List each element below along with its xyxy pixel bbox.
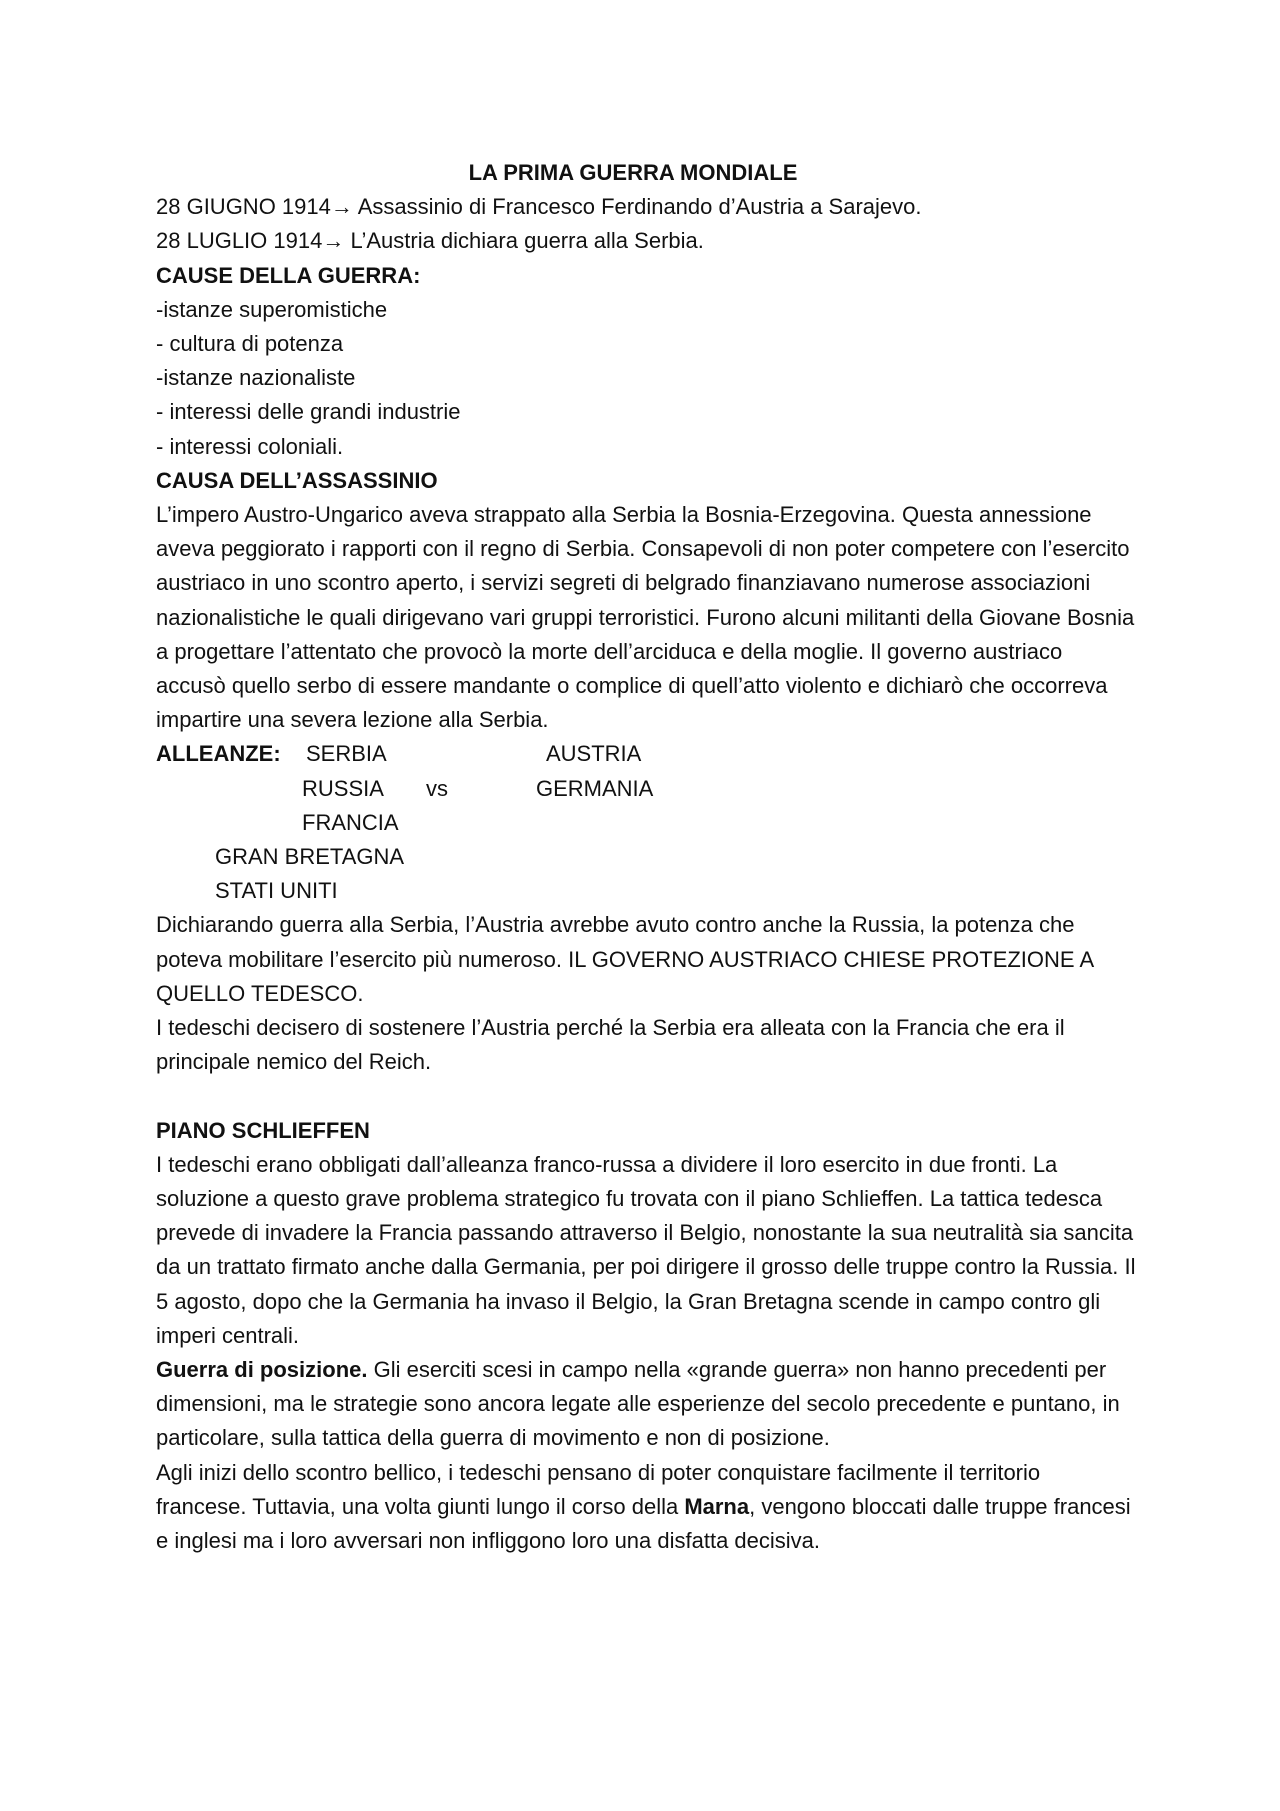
alliances-row-4	[156, 840, 1136, 874]
ally-serbia: SERBIA	[306, 741, 387, 767]
position-war-text: Gli eserciti scesi in campo nella «grande guerra» non hanno precedenti per dimensioni, ma le strategie sono ancora legate alle esperienze del secolo precedente e puntano, in particolare, sulla tattica della guerra di movimento e non di posizione.	[156, 1357, 1120, 1451]
assassination-heading: CAUSA DELL’ASSASSINIO	[156, 467, 438, 493]
consequences-paragraph-1: Dichiarando guerra alla Serbia, l’Austria avrebbe avuto contro anche la Russia, la potenza che poteva mobilitare l’esercito più numeroso. IL GOVERNO AUSTRIACO CHIESE PROTEZIONE A QUELLO TEDESCO.	[156, 912, 1093, 1006]
schlieffen-paragraph: I tedeschi erano obbligati dall’alleanza franco-russa a dividere il loro esercito in due fronti. La soluzione a questo grave problema strategico fu trovata con il piano Schlieffen. La tattica tedesca prevede di invadere la Francia passando attraverso il Belgio, nonostante la sua neutralità sia sancita da un trattato firmato anche dalla Germania, per poi dirigere il grosso delle truppe contro la Russia. Il 5 agosto, dopo che la Germania ha invaso il Belgio, la Gran Bretagna scende in campo contro gli imperi centrali.	[156, 1151, 1136, 1348]
enemy-germany: GERMANIA	[536, 775, 654, 801]
cause-item: -istanze superomistiche	[156, 296, 388, 322]
marna-bold: Marna	[684, 1493, 750, 1519]
alliances-row-1	[156, 737, 1136, 771]
alliances-row-5	[156, 874, 1136, 908]
marna-text-before: Agli inizi dello scontro bellico, i tedeschi pensano di poter conquistare facilmente il territorio francese. Tuttavia, una volta giunti lungo il corso della	[156, 1459, 1041, 1519]
alliances-label: ALLEANZE:	[156, 741, 281, 767]
date-line-declaration: 28 LUGLIO 1914→ L’Austria dichiara guerra alla Serbia.	[156, 228, 704, 254]
causes-heading: CAUSE DELLA GUERRA:	[156, 262, 421, 288]
document-page	[156, 156, 1136, 1558]
ally-great-britain: GRAN BRETAGNA	[215, 844, 405, 870]
ally-france: FRANCIA	[302, 809, 399, 835]
position-war-lead: Guerra di posizione.	[156, 1357, 368, 1383]
cause-item: - cultura di potenza	[156, 331, 344, 357]
assassination-paragraph: L’impero Austro-Ungarico aveva strappato alla Serbia la Bosnia-Erzegovina. Questa annessione aveva peggiorato i rapporti con il regno di Serbia. Consapevoli di non poter competere con l’esercito austriaco in uno scontro aperto, i servizi segreti di belgrado finanziavano numerose associazioni nazionalistiche le quali dirigevano vari gruppi terroristici. Furono alcuni militanti della Giovane Bosnia a progettare l’attentato che provocò la morte dell’arciduca e della moglie. Il governo austriaco accusò quello serbo di essere mandante o complice di quell’atto violento e dichiarò che occorreva impartire una severa lezione alla Serbia.	[156, 502, 1135, 733]
marna-text-after: , vengono bloccati dalle truppe francesi e inglesi ma i loro avversari non infliggono loro una disfatta decisiva.	[156, 1493, 1131, 1554]
alliances-row-2	[156, 772, 1136, 806]
position-war-paragraph	[156, 1353, 1136, 1456]
cause-item: - interessi delle grandi industrie	[156, 399, 461, 425]
page-title: LA PRIMA GUERRA MONDIALE	[468, 160, 798, 185]
ally-russia: RUSSIA	[302, 775, 384, 801]
schlieffen-heading: PIANO SCHLIEFFEN	[156, 1117, 370, 1143]
cause-item: -istanze nazionaliste	[156, 365, 356, 391]
enemy-austria: AUSTRIA	[546, 741, 642, 767]
versus-label: vs	[426, 775, 448, 801]
consequences-paragraph-2: I tedeschi decisero di sostenere l’Austria perché la Serbia era alleata con la Francia che era il principale nemico del Reich.	[156, 1015, 1065, 1075]
date-line-assassination: 28 GIUGNO 1914→ Assassinio di Francesco Ferdinando d’Austria a Sarajevo.	[156, 194, 922, 220]
blank-line	[156, 1079, 1136, 1113]
cause-item: - interessi coloniali.	[156, 433, 344, 459]
alliances-row-3	[156, 806, 1136, 840]
marna-paragraph	[156, 1456, 1136, 1559]
ally-united-states: STATI UNITI	[215, 878, 338, 904]
